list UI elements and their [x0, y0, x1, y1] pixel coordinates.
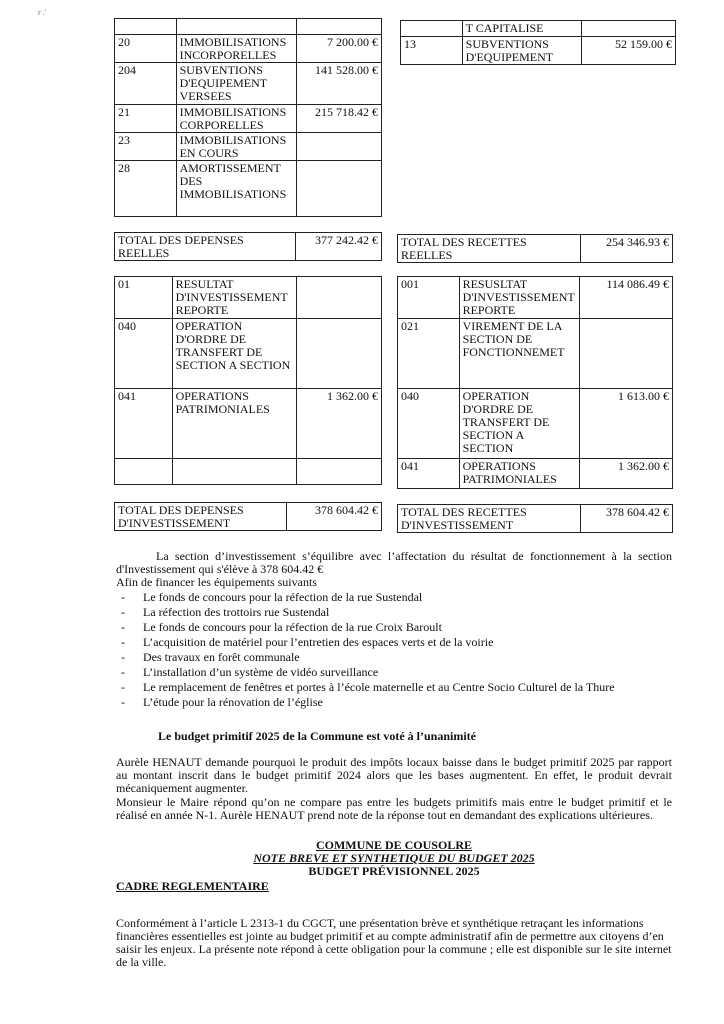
section-title: CADRE REGLEMENTAIRE: [116, 879, 269, 893]
budget-note-heading: NOTE BREVE ET SYNTHETIQUE DU BUDGET 2025: [253, 851, 535, 865]
code-cell: 041: [398, 459, 460, 489]
code-cell: [401, 21, 463, 37]
code-cell: [115, 19, 177, 35]
scan-marks: r .': [38, 8, 47, 17]
code-cell: 021: [398, 319, 460, 389]
amount-cell: 52 159.00 €: [582, 37, 676, 65]
amount-cell: 7 200.00 €: [296, 35, 382, 63]
label-cell: [176, 19, 296, 35]
label-cell: VIREMENT DE LA SECTION DE FONCTIONNEMET: [459, 319, 579, 389]
table-row: [115, 161, 382, 217]
equipment-list: [116, 590, 672, 710]
amount-cell: [582, 21, 676, 37]
table-row: [398, 277, 673, 319]
label-cell: OPERATION D'ORDRE DE TRANSFERT DE SECTION A SECTION: [172, 319, 296, 389]
label-cell: RESULTAT D'INVESTISSEMENT REPORTE: [172, 277, 296, 319]
label-cell: SUBVENTIONS D'EQUIPEMENT: [462, 37, 582, 65]
total-amount: 254 346.93 €: [581, 235, 673, 263]
vote-statement: Le budget primitif 2025 de la Commune est voté à l’unanimité: [158, 729, 476, 743]
amount-cell: [296, 459, 381, 485]
table-row: [401, 21, 676, 37]
table-row: [115, 19, 382, 35]
amount-cell: [296, 19, 382, 35]
commune-heading: COMMUNE DE COUSOLRE: [315, 838, 472, 852]
amount-cell: 141 528.00 €: [296, 63, 382, 105]
provisional-budget-heading: BUDGET PRÉVISIONNEL 2025: [308, 864, 480, 878]
table-row: [398, 389, 673, 459]
list-item: - L’installation d’un système de vidéo surveillance: [116, 665, 672, 680]
code-cell: 040: [115, 319, 173, 389]
table-row: [115, 319, 382, 389]
code-cell: 041: [115, 389, 173, 459]
code-cell: 01: [115, 277, 173, 319]
label-cell: IMMOBILISATIONS INCORPORELLES: [176, 35, 296, 63]
amount-cell: [296, 277, 381, 319]
total-label: TOTAL DES RECETTES D'INVESTISSEMENT: [398, 505, 581, 533]
code-cell: 040: [398, 389, 460, 459]
right-investment-revenues-table: [400, 20, 676, 65]
label-cell: AMORTISSEMENT DES IMMOBILISATIONS: [176, 161, 296, 217]
amount-cell: 114 086.49 €: [579, 277, 672, 319]
financing-intro: Afin de financer les équipements suivants: [116, 575, 317, 589]
code-cell: 13: [401, 37, 463, 65]
amount-cell: 1 613.00 €: [579, 389, 672, 459]
total-investment-revenues: [397, 504, 673, 533]
code-cell: 204: [115, 63, 177, 105]
list-item: - Le fonds de concours pour la réfection de la rue Croix Baroult: [116, 620, 672, 635]
amount-cell: 1 362.00 €: [579, 459, 672, 489]
total-amount: 377 242.42 €: [296, 233, 382, 261]
total-label: TOTAL DES DEPENSES REELLES: [115, 233, 296, 261]
table-row: [115, 133, 382, 161]
answer-paragraph: Monsieur le Maire répond qu’on ne compare pas entre les budgets primitifs mais entre le budget primitif et le réalisé en année N-1. Aurèle HENAUT prend note de la réponse tout en demandant des explications ultérieures.: [116, 795, 672, 822]
table-row: [115, 459, 382, 485]
table-row: [115, 35, 382, 63]
amount-cell: [296, 133, 382, 161]
table-row: [115, 389, 382, 459]
table-row: [401, 37, 676, 65]
list-item: - La réfection des trottoirs rue Sustendal: [116, 605, 672, 620]
amount-cell: 215 718.42 €: [296, 105, 382, 133]
code-cell: [115, 459, 173, 485]
total-real-revenues: [397, 234, 673, 263]
label-cell: T CAPITALISE: [462, 21, 582, 37]
list-item: - Le remplacement de fenêtres et portes à l’école maternelle et au Centre Socio Culturel de la Thure: [116, 680, 672, 695]
left-investment-expenses-table: [114, 18, 382, 217]
amount-cell: 1 362.00 €: [296, 389, 381, 459]
list-item: - Des travaux en forêt communale: [116, 650, 672, 665]
investment-balance-paragraph: La section d’investissement s’équilibre avec l’affectation du résultat de fonctionnement à la section d'Investissement qui s'élève à 378 604.42 €: [116, 549, 672, 576]
list-item: - L’étude pour la rénovation de l’église: [116, 695, 672, 710]
table-row: [115, 63, 382, 105]
label-cell: OPERATION D'ORDRE DE TRANSFERT DE SECTION A SECTION: [459, 389, 579, 459]
total-label: TOTAL DES DEPENSES D'INVESTISSEMENT: [115, 503, 287, 531]
amount-cell: [579, 319, 672, 389]
question-paragraph: Aurèle HENAUT demande pourquoi le produit des impôts locaux baisse dans le budget primitif 2025 par rapport au montant inscrit dans le budget primitif 2024 alors que les bases augmentent. En effet, le produit devrait mécaniquement augmenter.: [116, 755, 672, 795]
code-cell: 20: [115, 35, 177, 63]
label-cell: SUBVENTIONS D'EQUIPEMENT VERSEES: [176, 63, 296, 105]
right-order-operations-table: [397, 276, 673, 489]
table-row: [115, 105, 382, 133]
code-cell: 28: [115, 161, 177, 217]
amount-cell: [296, 161, 382, 217]
list-item: - L’acquisition de matériel pour l’entretien des espaces verts et de la voirie: [116, 635, 672, 650]
code-cell: 23: [115, 133, 177, 161]
label-cell: OPERATIONS PATRIMONIALES: [172, 389, 296, 459]
regulatory-paragraph: Conformément à l’article L 2313-1 du CGCT, une présentation brève et synthétique retraçant les informations financières essentielles est jointe au budget primitif et au compte administratif afin de permettre aux citoyens d’en saisir les enjeux. La présente note répond à cette obligation pour la commune ; elle est disponible sur le site internet de la ville.: [116, 916, 672, 969]
left-order-operations-table: [114, 276, 382, 485]
table-row: [115, 277, 382, 319]
label-cell: OPERATIONS PATRIMONIALES: [459, 459, 579, 489]
label-cell: RESUSLTAT D'INVESTISSEMENT REPORTE: [459, 277, 579, 319]
total-real-expenses: [114, 232, 382, 261]
table-row: [398, 319, 673, 389]
label-cell: [172, 459, 296, 485]
list-item: - Le fonds de concours pour la réfection de la rue Sustendal: [116, 590, 672, 605]
code-cell: 21: [115, 105, 177, 133]
total-label: TOTAL DES RECETTES REELLES: [398, 235, 581, 263]
total-amount: 378 604.42 €: [581, 505, 673, 533]
total-amount: 378 604.42 €: [286, 503, 382, 531]
amount-cell: [296, 319, 381, 389]
total-investment-expenses: [114, 502, 382, 531]
label-cell: IMMOBILISATIONS CORPORELLES: [176, 105, 296, 133]
code-cell: 001: [398, 277, 460, 319]
label-cell: IMMOBILISATIONS EN COURS: [176, 133, 296, 161]
table-row: [398, 459, 673, 489]
